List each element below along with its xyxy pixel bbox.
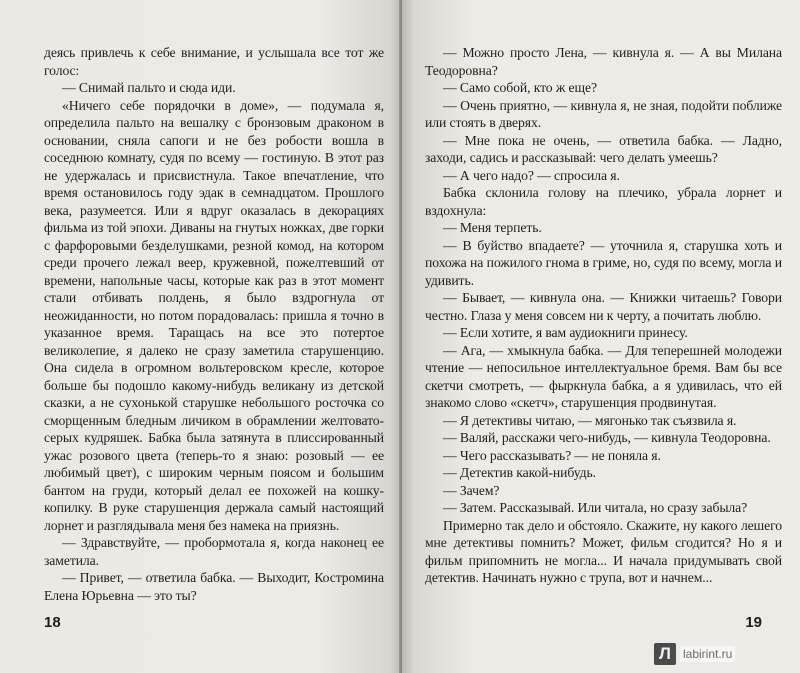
paragraph: — Затем. Рассказывай. Или читала, но сразу забыла? [443,500,748,515]
paragraph: — Можно просто Лена, — кивнула я. — А вы Милана Теодоровна? [425,45,782,78]
paragraph: — Здравствуйте, — пробормотала я, когда наконец ее заметила. [44,535,384,568]
paragraph: Бабка склонила голову на плечико, убрала лорнет и вздохнула: [425,185,782,218]
paragraph: — А чего надо? — спросила я. [443,167,620,183]
paragraph: — Если хотите, я вам аудиокниги принесу. [443,325,688,340]
watermark-text: labirint.ru [680,646,735,662]
paragraph: — Само собой, кто ж еще? [443,80,597,95]
right-page-text [425,44,782,587]
right-page [402,0,800,673]
paragraph: — Ага, — хмыкнула бабка. — Для теперешней молодежи чтение — непосильное интеллектуальное бремя. Вам бы все скетчи смотреть, — фыркнула бабка, а я удивилась, что ей знакомо слово «скетч», старушенция продвинутая. [425,342,782,410]
paragraph: — Валяй, расскажи чего-нибудь, — кивнула Теодоровна. [443,430,771,445]
paragraph: — Привет, — ответила бабка. — Выходит, Костромина Елена Юрьевна — это ты? [44,570,384,603]
paragraph: Примерно так дело и обстояло. Скажите, ну какого лешего мне детективы помнить? Может, фильм сгодится? Но я и фильм припомнить не могла... И начала придумывать свой детектив. Начинать нужно с трупа, вот и начнем... [425,517,782,585]
paragraph: — Очень приятно, — кивнула я, не зная, подойти поближе или стоять в дверях. [425,97,782,130]
paragraph: — Бывает, — кивнула она. — Книжки читаешь? Говори честно. Глаза у меня совсем ни к черту, а почитать люблю. [425,290,782,323]
paragraph: «Ничего себе порядочки в доме», — подумала я, определила пальто на вешалку с бронзовым драконом в основании, сняла сапоги и не без робости вошла в соседнюю комнату, судя по всему — гостиную. В этот раз не удержалась и присвистнула. Такое впечатление, что время остановилось году эдак в семнадцатом. Прошлого века, разумеется. Или я вдруг оказалась в декорациях фильма из той эпохи. Диваны на гнутых ножках, две горки с фарфоровыми безделушками, резной комод, на котором среди прочего лежал веер, кружевной, пожелтевший от времени, напольные часы, которые как раз в этот момент стали отбивать полдень, я было вздрогнула от неожиданности, но потом порадовалась: пришла я точно в указанное время. Таращась на все это потертое великолепие, я далеко не сразу заметила старушенцию. Она сидела в огромном вольтеровском кресле, которое больше бы подошло какому-нибудь великану из детской сказки, а не сухонькой старушке небольшого росточка со сморщенным бледным личиком в обрамлении желтовато-серых кудряшек. Бабка была затянута в плиссированный ужас розового цвета (теперь-то я знаю: розовый — ее любимый цвет), с широким черным поясом и большим бантом на груди, который делал ее похожей на кошку-копилку. В руке старушенция держала самый настоящий лорнет и разглядывала меня без намека на приязнь. [44,97,384,533]
page-number-right: 19 [745,614,762,631]
page-number-left: 18 [44,614,61,631]
paragraph: — Я детективы читаю, — мягонько так съязвила я. [443,412,737,428]
paragraph: — Снимай пальто и сюда иди. [62,80,236,95]
paragraph: — Чего рассказывать? — не поняла я. [443,447,661,463]
paragraph: — В буйство впадаете? — уточнила я, старушка хоть и похожа на пожилого гнома в гриме, но, судя по всему, могла и удивить. [425,237,782,288]
paragraph: — Детектив какой-нибудь. [443,465,596,480]
labirint-logo-icon: Л [654,643,676,665]
watermark-logo [654,641,794,667]
paragraph: деясь привлечь к себе внимание, и услышала все тот же голос: [44,45,384,78]
paragraph: — Меня терпеть. [443,220,542,235]
paragraph: — Зачем? [443,482,500,498]
paragraph: — Мне пока не очень, — ответила бабка. — Ладно, заходи, садись и рассказывай: чего делать умеешь? [425,132,782,165]
left-page-text [44,44,384,604]
